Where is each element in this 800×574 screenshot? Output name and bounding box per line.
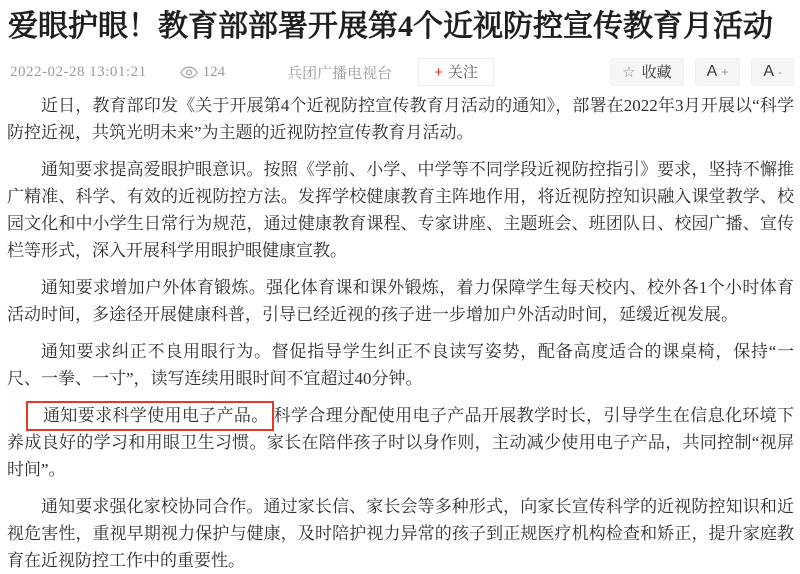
view-count: 124 [202, 63, 226, 80]
highlighted-sentence: 通知要求科学使用电子产品。 [26, 401, 274, 431]
publish-time: 2022-02-28 13:01:21 [10, 63, 147, 80]
font-increase-button[interactable] [695, 58, 741, 86]
font-decrease-sign: - [778, 65, 782, 79]
font-decrease-button[interactable] [751, 58, 794, 86]
paragraph-text: 科学合理分配使用电子产品开展教学时长，引导学生在信息化环境下养成良好的学习和用眼卫生习惯。家长在陪伴孩子时以身作则，主动减少使用电子产品，共同控制“视屏时间”。 [7, 406, 795, 479]
page-title: 爱眼护眼！教育部部署开展第4个近视防控宣传教育月活动 [8, 10, 773, 43]
follow-button[interactable] [418, 58, 494, 86]
article-paragraph [7, 402, 794, 483]
article-paragraph [7, 274, 794, 328]
article-paragraph [7, 92, 794, 146]
follow-label: 关注 [447, 63, 478, 81]
article-paragraph [7, 338, 794, 392]
eye-icon [180, 66, 198, 79]
article-paragraph [7, 156, 794, 264]
star-icon: ☆ [622, 63, 636, 81]
font-increase-letter: A [706, 63, 718, 80]
article-paragraph [7, 493, 794, 574]
paragraph-text: 通知要求增加户外体育锻炼。强化体育课和课外锻炼，着力保障学生每天校内、校外各1个小时体育活动时间，多途径开展健康科普，引导已经近视的孩子进一步增加户外活动时间，延缓近视发展。 [7, 278, 794, 324]
meta-row [7, 58, 794, 86]
favorite-button[interactable] [610, 58, 683, 86]
article-body [7, 92, 794, 574]
plus-icon: + [434, 63, 443, 81]
paragraph-text: 通知要求纠正不良用眼行为。督促指导学生纠正不良读写姿势，配备高度适合的课桌椅，保持“一尺、一拳、一寸”，读写连续用眼时间不宜超过40分钟。 [7, 342, 794, 388]
article-page [0, 8, 800, 574]
view-count-group [180, 64, 226, 81]
font-decrease-letter: A [763, 63, 774, 80]
font-increase-sign: + [721, 65, 729, 79]
paragraph-text: 近日，教育部印发《关于开展第4个近视防控宣传教育月活动的通知》，部署在2022年3月开展以“科学防控近视，共筑光明未来”为主题的近视防控宣传教育月活动。 [7, 96, 794, 142]
paragraph-text: 通知要求提高爱眼护眼意识。按照《学前、小学、中学等不同学段近视防控指引》要求，坚持不懈推广精准、科学、有效的近视防控方法。发挥学校健康教育主阵地作用，将近视防控知识融入课堂教学、校园文化和中小学生日常行为规范，通过健康教育课程、专家讲座、主题班会、班团队日、校园广播、宣传栏等形式，深入开展科学用眼护眼健康宣教。 [7, 160, 794, 260]
source-name[interactable]: 兵团广播电视台 [287, 65, 393, 82]
paragraph-text: 通知要求强化家校协同合作。通过家长信、家长会等多种形式，向家长宣传科学的近视防控知识和近视危害性，重视早期视力保护与健康，及时陪护视力异常的孩子到正规医疗机构检查和矫正，提升家庭教育在近视防控工作中的重要性。 [7, 497, 794, 570]
favorite-label: 收藏 [641, 63, 672, 81]
toolbar-right [610, 58, 794, 86]
